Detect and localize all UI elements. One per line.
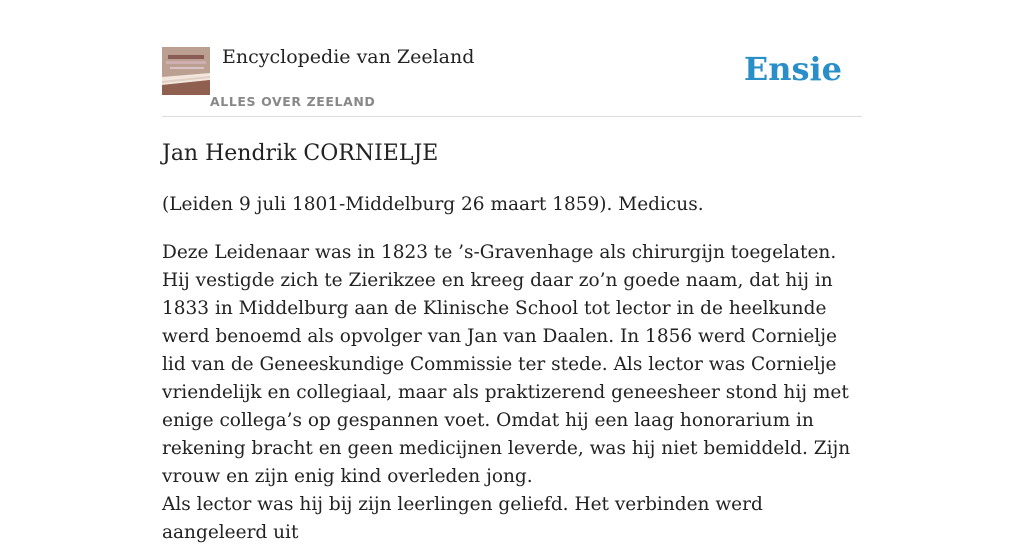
site-subtitle: ALLES OVER ZEELAND <box>210 94 376 109</box>
site-title[interactable]: Encyclopedie van Zeeland <box>222 46 475 68</box>
article-title: Jan Hendrik CORNIELJE <box>162 141 439 166</box>
brand-logo-link[interactable]: Ensie <box>743 50 842 88</box>
article-paragraph: Als lector was hij bij zijn leerlingen geliefd. Het verbinden werd aangeleerd uit <box>162 494 763 543</box>
site-avatar[interactable] <box>162 47 210 95</box>
book-photo-icon <box>162 47 210 95</box>
article-paragraph: Deze Leidenaar was in 1823 te ’s-Gravenhage als chirurgijn toegelaten. Hij vestigde zich te Zierikzee en kreeg daar zo’n goede naam, dat hij in 1833 in Middelburg aan de Klinische School tot lector in de heelkunde werd benoemd als opvolger van Jan van Daalen. In 1856 werd Cornielje lid van de Geneeskundige Commissie ter stede. Als lector was Cornielje vriendelijk en collegiaal, maar als praktizerend geneesheer stond hij met enige collega’s op gespannen voet. Omdat hij een laag honorarium in rekening bracht en geen medicijnen leverde, was hij niet bemiddeld. Zijn vrouw en zijn enig kind overleden jong. <box>162 242 851 487</box>
page-container <box>162 0 862 543</box>
article-lead: (Leiden 9 juli 1801-Middelburg 26 maart 1859). Medicus. <box>162 194 704 215</box>
site-header <box>162 0 862 117</box>
